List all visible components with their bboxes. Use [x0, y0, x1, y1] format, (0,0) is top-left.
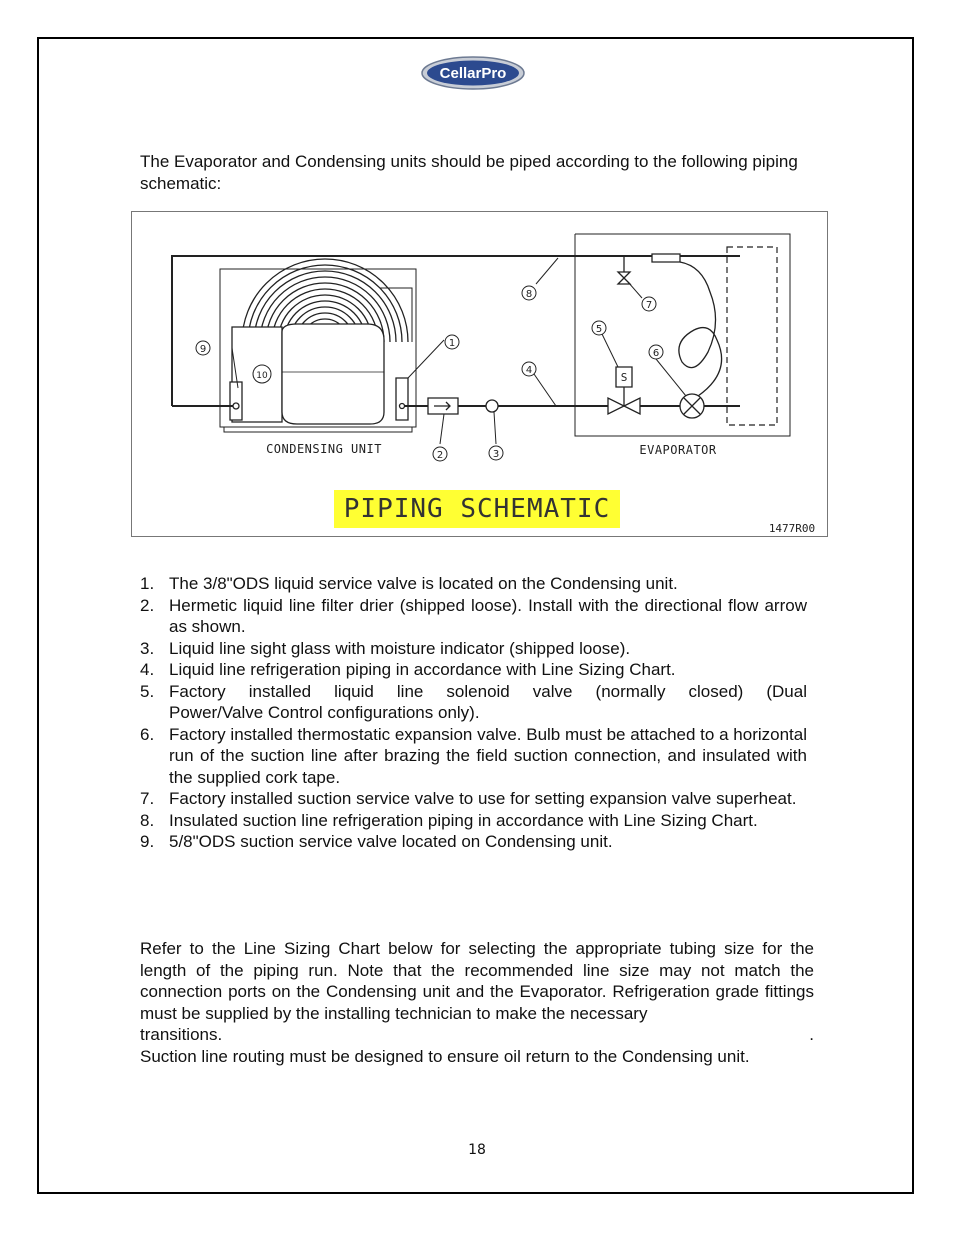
- list-item-text: Factory installed thermostatic expansion valve. Bulb must be attached to a horizontal run of the suction line after brazing the field suction connection, and insulated with the supplied cork tape.: [169, 724, 807, 787]
- list-item-text: Liquid line sight glass with moisture indicator (shipped loose).: [169, 638, 631, 658]
- cellarpro-logo: [420, 55, 526, 91]
- callout-9: 9: [199, 344, 207, 355]
- line-sizing-last-line: [140, 1024, 814, 1046]
- callout-8: 8: [525, 289, 533, 300]
- list-item: 5. Factory installed liquid line solenoid valve (normally closed) (Dual Power/Valve Control configurations only).: [140, 681, 807, 722]
- piping-schematic-banner: PIPING SCHEMATIC: [343, 494, 611, 524]
- solenoid-letter: S: [620, 371, 628, 384]
- list-item-text: Insulated suction line refrigeration piping in accordance with Line Sizing Chart.: [169, 810, 758, 830]
- callout-4: 4: [525, 365, 533, 376]
- component-list: [140, 573, 807, 853]
- line-sizing-last-word: transitions.: [140, 1025, 223, 1044]
- list-item: 7. Factory installed suction service valve to use for setting expansion valve superheat.: [140, 789, 797, 808]
- line-sizing-paragraph: [140, 938, 814, 1067]
- line-sizing-text: Refer to the Line Sizing Chart below for selecting the appropriate tubing size for the length of the piping run. Note that the recommended line size may not match the connection ports on the Condensing unit and the Evaporator. Refrigeration grade fittings must be supplied by the installing technician to make the necessary: [140, 939, 814, 1023]
- list-item-text: 5/8"ODS suction service valve located on Condensing unit.: [169, 832, 613, 851]
- evaporator-label: EVAPORATOR: [639, 443, 717, 457]
- list-item-text: Factory installed suction service valve to use for setting expansion valve superheat.: [169, 789, 797, 808]
- list-item-text: Liquid line refrigeration piping in accordance with Line Sizing Chart.: [169, 660, 676, 679]
- callout-10: 10: [256, 371, 268, 381]
- list-item: 3. Liquid line sight glass with moisture indicator (shipped loose).: [140, 638, 631, 658]
- piping-schematic-figure: [131, 211, 828, 537]
- list-item-text-cont: Power/Valve Control configurations only).: [169, 703, 480, 722]
- callout-2: 2: [436, 450, 444, 461]
- oil-return-text: Suction line routing must be designed to ensure oil return to the Condensing unit.: [140, 1046, 750, 1066]
- page-number: 18: [468, 1142, 486, 1158]
- list-item: 8. Insulated suction line refrigeration piping in accordance with Line Sizing Chart.: [140, 810, 758, 830]
- list-item-text: Factory installed liquid line solenoid valve (normally closed) (Dual: [169, 681, 807, 701]
- list-item-text: The 3/8"ODS liquid service valve is located on the Condensing unit.: [169, 574, 678, 593]
- list-item: 1. The 3/8"ODS liquid service valve is located on the Condensing unit.: [140, 574, 678, 593]
- list-item: 4. Liquid line refrigeration piping in accordance with Line Sizing Chart.: [140, 660, 676, 679]
- logo-text: CellarPro: [439, 65, 507, 82]
- callout-6: 6: [652, 348, 660, 359]
- list-item: 9. 5/8"ODS suction service valve located on Condensing unit.: [140, 832, 613, 851]
- callout-1: 1: [448, 338, 456, 349]
- callout-7: 7: [645, 300, 653, 311]
- drawing-code: 1477R00: [768, 522, 816, 535]
- condensing-unit-label: CONDENSING UNIT: [266, 442, 382, 456]
- intro-paragraph: The Evaporator and Condensing units should be piped according to the following piping schematic:: [140, 152, 798, 193]
- list-item-text: Hermetic liquid line filter drier (shipped loose). Install with the directional flow arrow as shown.: [169, 595, 807, 636]
- line-sizing-dot: .: [809, 1025, 814, 1044]
- list-item: 6. Factory installed thermostatic expansion valve. Bulb must be attached to a horizontal run of the suction line after brazing the field suction connection, and insulated with the supplied cork tape.: [140, 724, 807, 787]
- list-item: 2. Hermetic liquid line filter drier (shipped loose). Install with the directional flow arrow as shown.: [140, 595, 807, 636]
- callout-3: 3: [492, 449, 500, 460]
- callout-5: 5: [595, 324, 603, 335]
- piping-schematic-drawing: [132, 212, 829, 538]
